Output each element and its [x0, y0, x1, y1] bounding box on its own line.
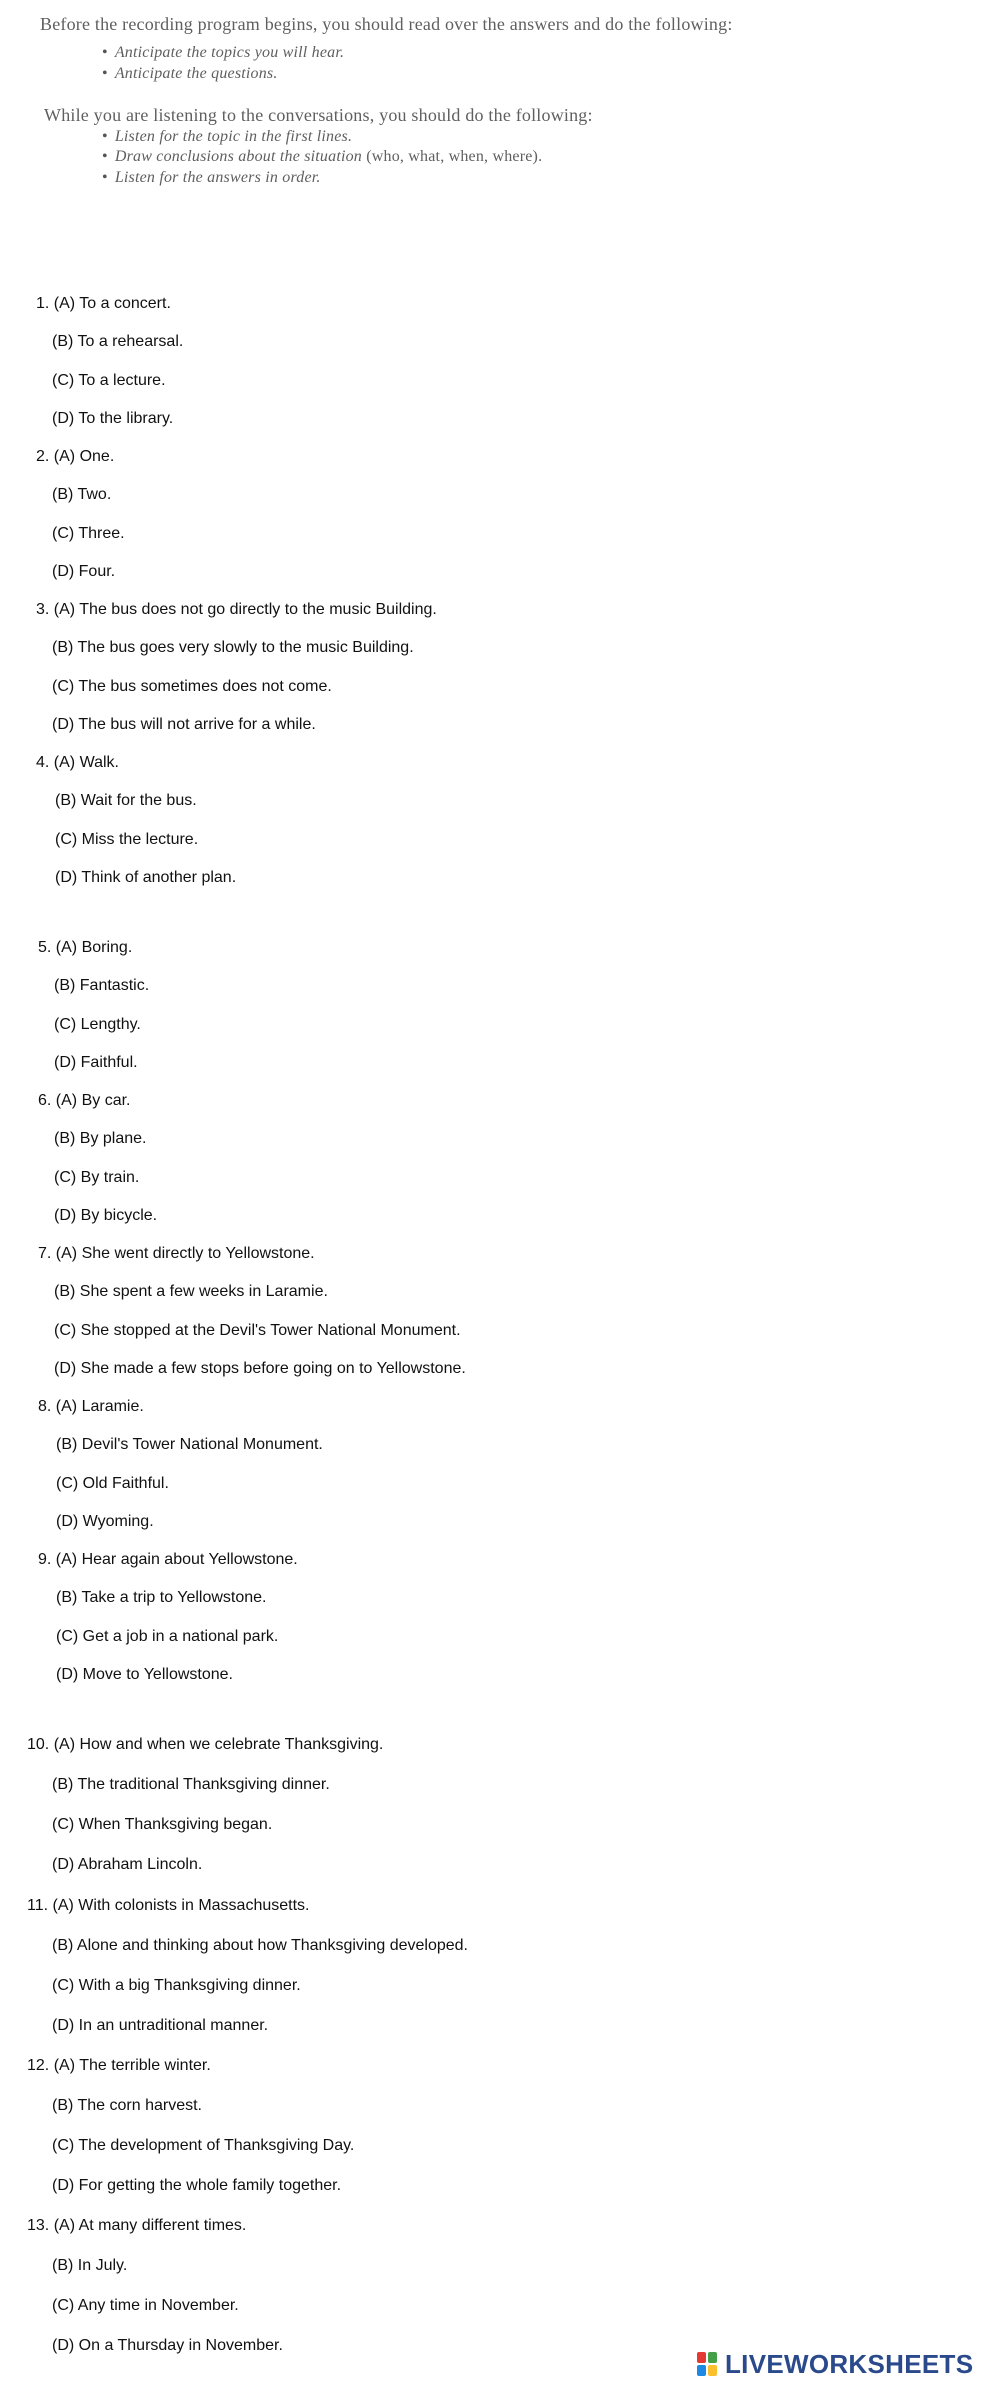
question-number: 9. [38, 1551, 52, 1568]
question-6-option-b: (B) By plane. [54, 1130, 147, 1148]
question-3-option-b: (B) The bus goes very slowly to the music Building. [52, 639, 414, 657]
question-number: 8. [38, 1398, 52, 1415]
question-7-option-d: (D) She made a few stops before going on to Yellowstone. [54, 1359, 466, 1377]
question-11-option-a [27, 1896, 309, 1916]
question-11-option-c: (C) With a big Thanksgiving dinner. [52, 1977, 301, 1994]
question-4-option-c: (C) Miss the lecture. [55, 830, 199, 848]
question-10-option-c: (C) When Thanksgiving began. [52, 1816, 273, 1833]
question-7-option-c: (C) She stopped at the Devil's Tower National Monument. [54, 1321, 461, 1339]
option-text: (A) One. [53, 448, 115, 465]
question-9-option-d: (D) Move to Yellowstone. [56, 1665, 233, 1683]
question-8-option-b: (B) Devil's Tower National Monument. [56, 1436, 323, 1454]
question-number: 6. [38, 1092, 52, 1109]
question-8-option-d: (D) Wyoming. [56, 1512, 154, 1530]
question-5-option-b: (B) Fantastic. [54, 977, 150, 995]
question-3-option-a [36, 600, 437, 620]
option-text: (A) With colonists in Massachusetts. [52, 1897, 310, 1914]
question-number: 12. [27, 2057, 50, 2074]
question-9-option-c: (C) Get a job in a national park. [56, 1627, 279, 1645]
question-12-option-d: (D) For getting the whole family together. [52, 2177, 342, 2194]
question-number: 2. [36, 448, 50, 465]
question-4-option-a [36, 753, 119, 773]
option-text: (A) To a concert. [53, 295, 171, 312]
question-2-option-b: (B) Two. [52, 486, 112, 504]
question-number: 11. [27, 1897, 49, 1914]
question-number: 5. [38, 939, 52, 956]
while-bullet-1: • Listen for the topic in the first lines. [102, 128, 353, 145]
question-10-option-b: (B) The traditional Thanksgiving dinner. [52, 1776, 330, 1793]
while-bullet-2: • Draw conclusions about the situation (who, what, when, where). [102, 148, 543, 165]
question-number: 1. [36, 295, 50, 312]
option-text: (A) How and when we celebrate Thanksgiving. [53, 1736, 384, 1753]
question-12-option-b: (B) The corn harvest. [52, 2097, 202, 2114]
question-5-option-a [38, 938, 132, 958]
question-10-option-d: (D) Abraham Lincoln. [52, 1856, 203, 1873]
before-bullet-1: • Anticipate the topics you will hear. [102, 44, 345, 61]
question-11-option-d: (D) In an untraditional manner. [52, 2017, 269, 2034]
option-text: (A) She went directly to Yellowstone. [55, 1245, 315, 1262]
question-number: 13. [27, 2217, 50, 2234]
question-1-option-c: (C) To a lecture. [52, 371, 166, 389]
question-3-option-d: (D) The bus will not arrive for a while. [52, 715, 316, 733]
question-5-option-d: (D) Faithful. [54, 1053, 138, 1071]
question-10-option-a [27, 1735, 383, 1755]
question-6-option-c: (C) By train. [54, 1168, 140, 1186]
liveworksheets-logo [697, 2346, 997, 2384]
question-13-option-b: (B) In July. [52, 2257, 128, 2274]
question-1-option-b: (B) To a rehearsal. [52, 333, 184, 351]
logo-badge-icon [697, 2352, 719, 2378]
question-5-option-c: (C) Lengthy. [54, 1015, 141, 1033]
question-4-option-b: (B) Wait for the bus. [55, 792, 197, 810]
question-2-option-c: (C) Three. [52, 524, 125, 542]
while-bullet-3: • Listen for the answers in order. [102, 169, 321, 186]
question-12-option-c: (C) The development of Thanksgiving Day. [52, 2137, 355, 2154]
option-text: (A) Walk. [53, 754, 119, 771]
question-number: 7. [38, 1245, 52, 1262]
question-2-option-d: (D) Four. [52, 562, 116, 580]
question-11-option-b: (B) Alone and thinking about how Thanksgiving developed. [52, 1937, 468, 1954]
question-6-option-a [38, 1091, 130, 1111]
question-9-option-b: (B) Take a trip to Yellowstone. [56, 1589, 267, 1607]
logo-wordmark: LIVEWORKSHEETS [725, 2349, 974, 2379]
option-text: (A) By car. [55, 1092, 131, 1109]
instructions-scan [0, 0, 733, 200]
question-9-option-a [38, 1550, 298, 1570]
question-3-option-c: (C) The bus sometimes does not come. [52, 677, 332, 695]
question-number: 3. [36, 601, 50, 618]
before-intro: Before the recording program begins, you should read over the answers and do the following: [40, 14, 733, 34]
option-text: (A) At many different times. [53, 2217, 247, 2234]
question-12-option-a [27, 2056, 211, 2076]
option-text: (A) Boring. [55, 939, 133, 956]
question-number: 10. [27, 1736, 50, 1753]
question-7-option-a [38, 1244, 315, 1264]
question-13-option-a [27, 2216, 246, 2236]
question-2-option-a [36, 447, 114, 467]
while-intro: While you are listening to the conversations, you should do the following: [44, 105, 593, 125]
question-6-option-d: (D) By bicycle. [54, 1206, 158, 1224]
question-8-option-a [38, 1397, 144, 1417]
option-text: (A) Hear again about Yellowstone. [55, 1551, 298, 1568]
question-7-option-b: (B) She spent a few weeks in Laramie. [54, 1283, 328, 1301]
option-text: (A) The bus does not go directly to the music Building. [53, 601, 437, 618]
question-13-option-d: (D) On a Thursday in November. [52, 2337, 283, 2354]
question-4-option-d: (D) Think of another plan. [55, 868, 237, 886]
option-text: (A) The terrible winter. [53, 2057, 211, 2074]
question-13-option-c: (C) Any time in November. [52, 2297, 239, 2314]
question-1-option-a [36, 294, 171, 314]
before-bullet-2: • Anticipate the questions. [102, 65, 278, 82]
option-text: (A) Laramie. [55, 1398, 144, 1415]
question-8-option-c: (C) Old Faithful. [56, 1474, 169, 1492]
question-number: 4. [36, 754, 50, 771]
question-1-option-d: (D) To the library. [52, 409, 174, 427]
